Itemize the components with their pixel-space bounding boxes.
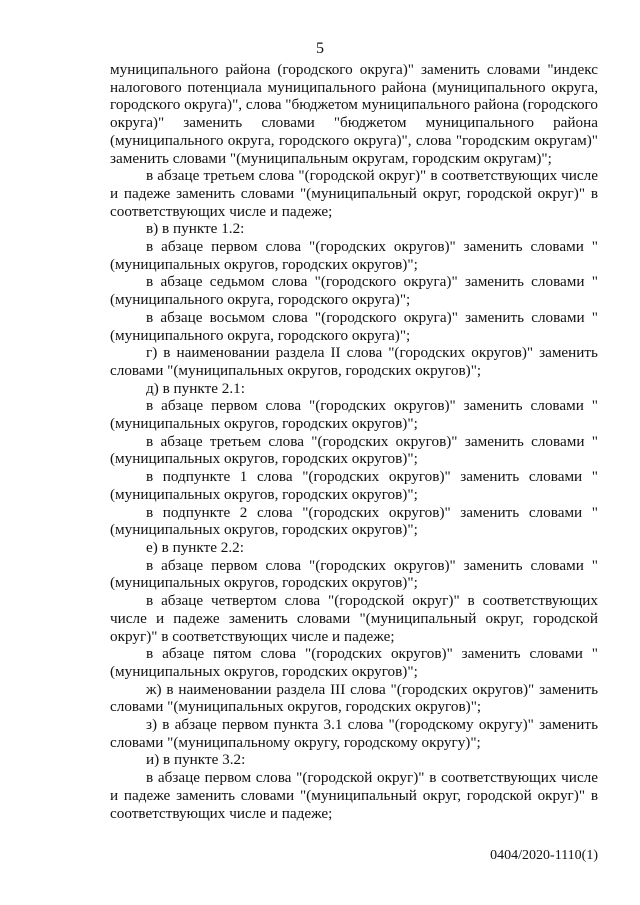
paragraph: д) в пункте 2.1: [146,379,245,397]
paragraph: в абзаце первом слова "(городских округов)" заменить словами "(муниципальных округов, городских округов)"; [110,397,598,433]
paragraph: г) в наименовании раздела II слова "(городских округов)" заменить словами "(муниципальных округов, городских округов)"; [110,344,598,379]
paragraph: в абзаце третьем слова "(городских округов)" заменить словами "(муниципальных округов, городских округов)"; [110,432,598,468]
document-code: 0404/2020-1110(1) [490,848,598,863]
paragraph: в) в пункте 1.2: [146,220,245,238]
paragraph: в абзаце первом слова "(городских округов)" заменить словами "(муниципальных округов, городских округов)"; [110,556,598,592]
document-body [110,61,598,822]
paragraph: в подпункте 2 слова "(городских округов)" заменить словами "(муниципальных округов, городских округов)"; [110,503,598,539]
paragraph: и) в пункте 3.2: [146,751,246,769]
paragraph: в абзаце первом слова "(городской округ)" в соответствующих числе и падеже заменить словами "(муниципальный округ, городской округ)" в соответствующих числе и падеже; [110,769,598,822]
paragraph: в абзаце первом слова "(городских округов)" заменить словами "(муниципальных округов, городских округов)"; [110,238,598,273]
paragraph: в абзаце четвертом слова "(городской округ)" в соответствующих числе и падеже заменить словами "(муниципальный округ, городской округ)" в соответствующих числе и падеже; [110,592,598,645]
paragraph: е) в пункте 2.2: [146,538,244,556]
paragraph: муниципального района (городского округа)" заменить словами "индекс налогового потенциала муниципального района (муниципального округа, городского округа)", слова "бюджетом муниципального района (городского округа)" заменить словами "бюджетом муниципального района (муниципального округа, городского округа)", слова "городским округам)" заменить словами "(муниципальным округам, городским округам)"; [110,61,598,167]
paragraph: в абзаце восьмом слова "(городского округа)" заменить словами "(муниципального округа, городского округа)"; [110,308,598,344]
paragraph: з) в абзаце первом пункта 3.1 слова "(городскому округу)" заменить словами "(муниципальному округу, городскому округу)"; [110,716,598,751]
paragraph: в абзаце третьем слова "(городской округ)" в соответствующих числе и падеже заменить словами "(муниципальный округ, городской округ)" в соответствующих числе и падеже; [110,167,598,220]
paragraph: в абзаце седьмом слова "(городского округа)" заменить словами "(муниципального округа, городского округа)"; [110,273,598,309]
paragraph: ж) в наименовании раздела III слова "(городских округов)" заменить словами "(муниципальных округов, городских округов)"; [110,680,598,716]
page-number: 5 [316,40,324,57]
paragraph: в подпункте 1 слова "(городских округов)" заменить словами "(муниципальных округов, городских округов)"; [110,468,598,503]
paragraph: в абзаце пятом слова "(городских округов)" заменить словами "(муниципальных округов, городских округов)"; [110,645,598,680]
